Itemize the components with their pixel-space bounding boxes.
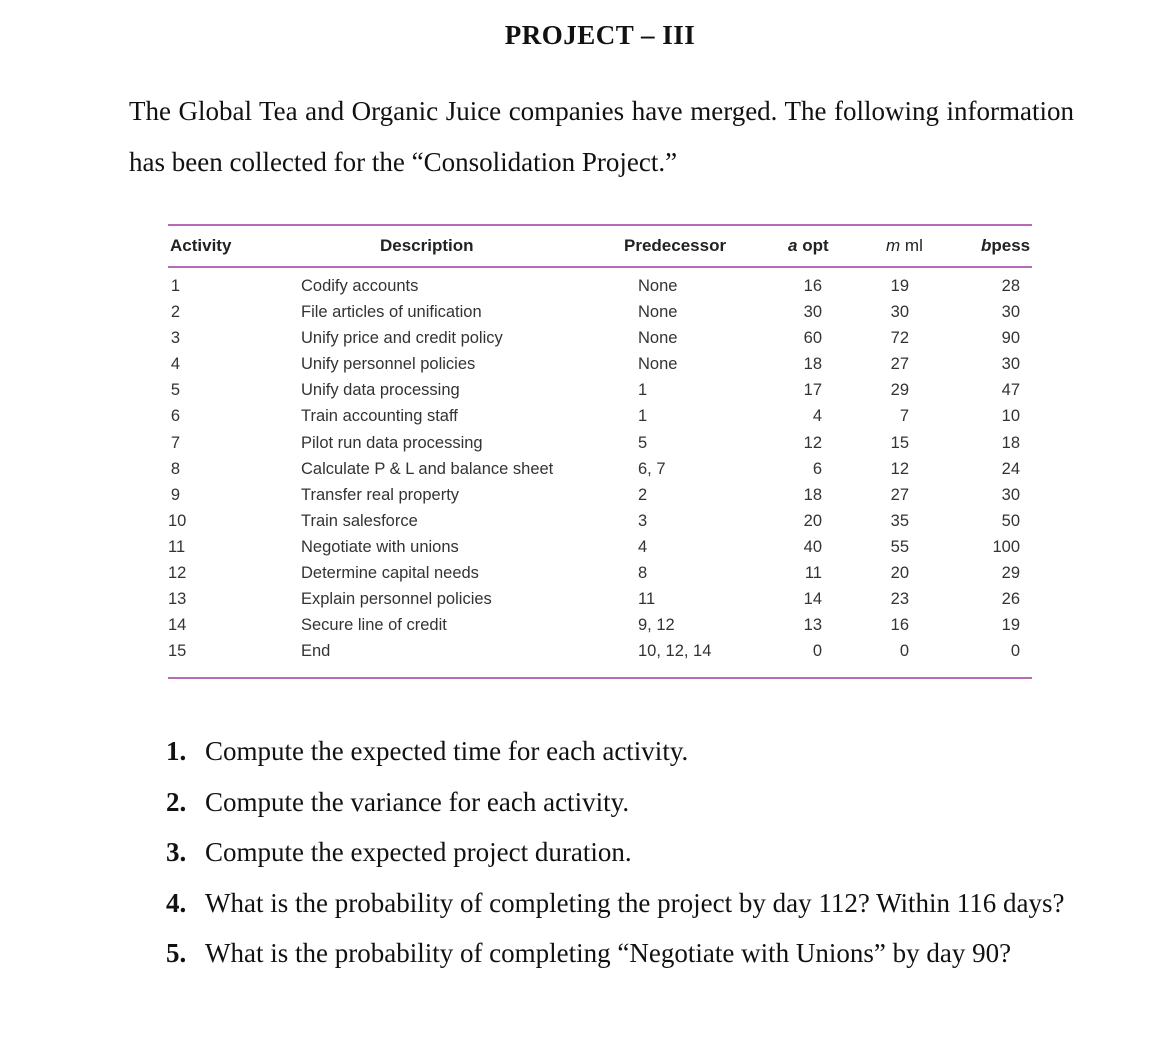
question-text: What is the probability of completing “Negotiate with Unions” by day 90? — [205, 938, 1012, 968]
cell-activity: 11 — [168, 537, 186, 556]
cell-activity: 7 — [170, 433, 180, 452]
cell-m-ml: 30 — [890, 303, 909, 322]
cell-m-ml: 0 — [899, 642, 909, 661]
page-title: PROJECT – III — [504, 20, 696, 50]
table-row — [168, 274, 1032, 300]
cell-b-pess: 0 — [1010, 642, 1020, 661]
cell-a-opt: 30 — [803, 303, 822, 322]
table-row — [168, 483, 1032, 509]
cell-description: File articles of unification — [301, 303, 482, 322]
table-row — [168, 613, 1032, 639]
cell-a-opt: 0 — [812, 642, 822, 661]
cell-a-opt: 14 — [803, 590, 822, 609]
cell-description: Pilot run data processing — [301, 433, 483, 452]
header-m-letter: m — [886, 236, 901, 255]
table-body — [168, 268, 1032, 677]
cell-predecessor: 4 — [638, 537, 648, 556]
cell-predecessor: 1 — [638, 381, 648, 400]
header-a-letter: a — [788, 236, 798, 255]
cell-b-pess: 18 — [1001, 433, 1020, 452]
cell-description: Codify accounts — [301, 277, 419, 295]
cell-a-opt: 6 — [812, 459, 822, 478]
cell-m-ml: 55 — [890, 537, 909, 556]
header-b-letter: b — [981, 236, 992, 255]
cell-activity: 1 — [170, 277, 180, 295]
cell-activity: 6 — [170, 407, 180, 426]
cell-predecessor: 2 — [638, 485, 648, 504]
question-text: Compute the expected project duration. — [205, 837, 632, 867]
cell-activity: 9 — [170, 485, 180, 504]
cell-predecessor: None — [638, 355, 678, 374]
cell-b-pess: 24 — [1001, 459, 1020, 478]
cell-b-pess: 29 — [1001, 564, 1020, 583]
cell-b-pess: 50 — [1001, 511, 1020, 530]
table-row — [168, 404, 1032, 430]
cell-b-pess: 30 — [1001, 485, 1020, 504]
cell-m-ml: 72 — [890, 329, 909, 348]
cell-m-ml: 27 — [890, 485, 909, 504]
cell-a-opt: 16 — [803, 277, 822, 295]
cell-b-pess: 19 — [1001, 616, 1020, 635]
header-b-pess — [981, 236, 1030, 256]
table-row — [168, 457, 1032, 483]
cell-activity: 13 — [168, 590, 187, 609]
question-text: What is the probability of completing the project by day 112? Within 116 days? — [205, 887, 1065, 918]
cell-b-pess: 47 — [1001, 381, 1020, 400]
cell-activity: 15 — [168, 642, 187, 661]
cell-predecessor: 10, 12, 14 — [638, 642, 712, 661]
question-text: Compute the variance for each activity. — [205, 786, 630, 817]
cell-b-pess: 90 — [1001, 329, 1020, 348]
question-number: 4. — [166, 887, 187, 918]
cell-description: Unify price and credit policy — [301, 329, 503, 348]
cell-m-ml: 19 — [890, 277, 909, 295]
cell-m-ml: 29 — [890, 381, 909, 400]
cell-predecessor: 3 — [638, 511, 648, 530]
cell-activity: 14 — [168, 616, 187, 635]
cell-activity: 2 — [170, 303, 180, 322]
cell-m-ml: 35 — [890, 511, 909, 530]
question-text: Compute the expected time for each activity. — [205, 736, 689, 766]
cell-description: Determine capital needs — [301, 564, 479, 583]
cell-activity: 3 — [170, 329, 180, 348]
intro-paragraph: The Global Tea and Organic Juice companies have merged. The following information has been collected for the “Consolidation Project.” — [129, 96, 1074, 177]
question-number: 1. — [166, 736, 187, 766]
table-row — [168, 509, 1032, 535]
cell-predecessor: None — [638, 329, 678, 348]
header-predecessor: Predecessor — [624, 236, 727, 255]
header-b-word: pess — [991, 236, 1031, 255]
cell-predecessor: 1 — [638, 407, 648, 426]
cell-m-ml: 27 — [890, 355, 909, 374]
cell-m-ml: 23 — [890, 590, 909, 609]
header-a-word: opt — [802, 236, 829, 255]
header-m-ml — [886, 236, 923, 256]
cell-activity: 12 — [168, 564, 187, 583]
cell-predecessor: 6, 7 — [638, 459, 666, 478]
table-row — [168, 378, 1032, 404]
question-number: 5. — [166, 938, 187, 968]
cell-predecessor: 5 — [638, 433, 648, 452]
cell-m-ml: 16 — [890, 616, 909, 635]
cell-b-pess: 28 — [1001, 277, 1020, 295]
cell-description: End — [301, 642, 331, 661]
cell-description: Unify data processing — [301, 381, 460, 400]
cell-predecessor: None — [638, 277, 678, 295]
header-activity: Activity — [170, 236, 232, 255]
question-item — [166, 726, 1078, 777]
table-row — [168, 431, 1032, 457]
cell-description: Secure line of credit — [301, 616, 447, 635]
cell-predecessor: 11 — [638, 590, 656, 609]
cell-b-pess: 30 — [1001, 355, 1020, 374]
header-description: Description — [380, 236, 474, 255]
cell-a-opt: 20 — [803, 511, 822, 530]
cell-m-ml: 12 — [890, 459, 909, 478]
cell-description: Transfer real property — [301, 485, 460, 504]
cell-description: Unify personnel policies — [301, 355, 476, 374]
cell-a-opt: 40 — [803, 537, 822, 556]
cell-b-pess: 100 — [992, 537, 1020, 556]
cell-b-pess: 10 — [1001, 407, 1020, 426]
table-row — [168, 352, 1032, 378]
cell-activity: 10 — [168, 511, 187, 530]
cell-predecessor: 8 — [638, 564, 648, 583]
table-bottom-rule — [168, 677, 1032, 679]
cell-activity: 4 — [170, 355, 180, 374]
cell-activity: 5 — [170, 381, 180, 400]
question-number: 2. — [166, 786, 187, 817]
cell-description: Calculate P & L and balance sheet — [301, 459, 554, 478]
question-list — [166, 726, 1078, 979]
table-row — [168, 561, 1032, 587]
cell-a-opt: 13 — [803, 616, 822, 635]
question-number: 3. — [166, 837, 187, 867]
question-item — [166, 878, 1078, 929]
question-item — [166, 928, 1078, 979]
cell-description: Train salesforce — [301, 511, 418, 530]
cell-a-opt: 4 — [812, 407, 822, 426]
cell-description: Negotiate with unions — [301, 537, 459, 556]
table-row — [168, 300, 1032, 326]
activity-table — [168, 224, 1032, 679]
table-header — [168, 226, 1032, 266]
cell-a-opt: 18 — [803, 485, 822, 504]
table-row — [168, 587, 1032, 613]
cell-description: Train accounting staff — [301, 407, 458, 426]
cell-m-ml: 7 — [899, 407, 909, 426]
cell-b-pess: 26 — [1001, 590, 1020, 609]
table-row — [168, 639, 1032, 665]
question-item — [166, 777, 1078, 828]
cell-activity: 8 — [170, 459, 180, 478]
cell-predecessor: 9, 12 — [638, 616, 675, 635]
cell-b-pess: 30 — [1001, 303, 1020, 322]
cell-m-ml: 15 — [890, 433, 909, 452]
question-item — [166, 827, 1078, 878]
cell-m-ml: 20 — [890, 564, 909, 583]
table-row — [168, 326, 1032, 352]
cell-a-opt: 60 — [803, 329, 822, 348]
table-row — [168, 535, 1032, 561]
cell-a-opt: 11 — [804, 564, 822, 583]
header-m-word: ml — [904, 236, 923, 255]
cell-a-opt: 17 — [803, 381, 822, 400]
cell-a-opt: 18 — [803, 355, 822, 374]
cell-predecessor: None — [638, 303, 678, 322]
cell-a-opt: 12 — [803, 433, 822, 452]
cell-description: Explain personnel policies — [301, 590, 492, 609]
header-a-opt — [788, 236, 829, 256]
